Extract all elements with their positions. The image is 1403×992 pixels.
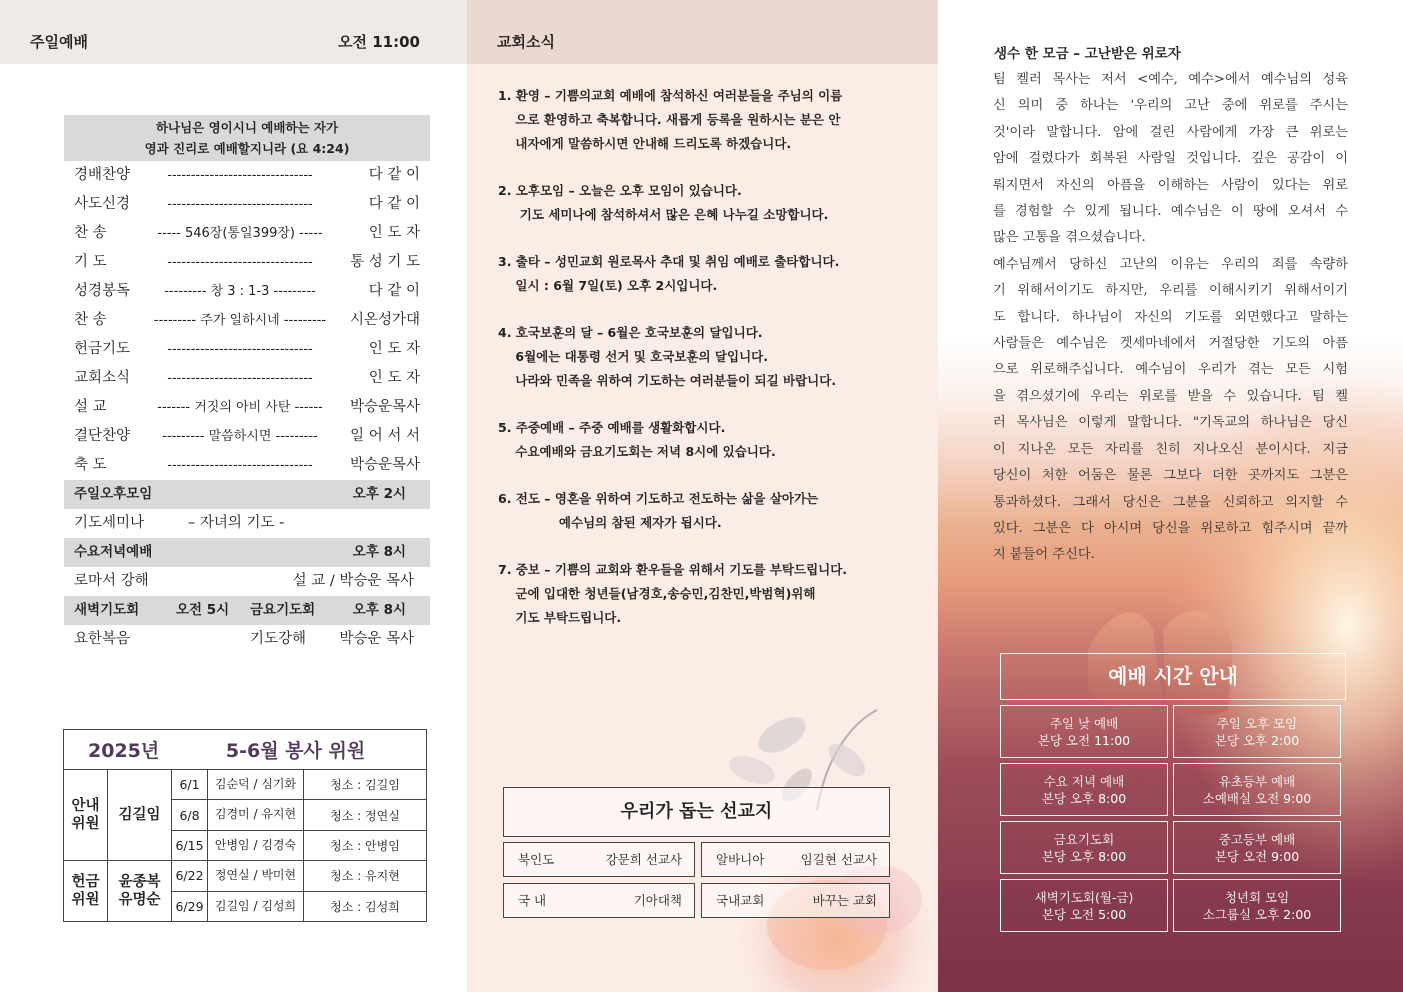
essay-line: 뤄지면서 자신의 아픔을 이해하는 사람이 있다는 위로 [993, 177, 1348, 193]
offering-names: 윤종복 유명순 [108, 861, 172, 922]
offering-label: 헌금 위원 [64, 861, 108, 922]
news-item: 7. 중보 – 기쁨의 교회와 환우들을 위해서 기도를 부탁드립니다. 군에 입대한 청년들(남경호,송승민,김찬민,박범혁)위해 기도 부탁드립니다. [498, 562, 848, 625]
essay-body [993, 67, 1348, 569]
news-item: 1. 환영 – 기쁨의교회 예배에 참석하신 여러분들을 주님의 이름 으로 환영하고 축복합니다. 새롭게 등록을 원하시는 분은 안 내자에게 말씀하시면 안내해 드리도록 하겠습니다. [498, 88, 843, 151]
order-item: 헌금기도 ------------------------------- 인 도 자 [74, 341, 420, 357]
news-item: 6. 전도 – 영혼을 위하여 기도하고 전도하는 삶을 살아가는 예수님의 참된 제자가 됩시다. [498, 491, 819, 530]
worship-schedule-title: 예배 시간 안내 [1000, 653, 1346, 700]
order-item: 찬 송 ----- 546장(통일399장) ----- 인 도 자 [74, 225, 420, 241]
mission-box: 알바니아 임길현 선교사 [701, 842, 890, 877]
order-item: 설 교 ------- 거짓의 아비 사탄 ------ 박승운목사 [74, 399, 420, 415]
guide-name: 김길임 [108, 770, 172, 861]
order-item: 축 도 ------------------------------- 박승운목사 [74, 457, 420, 473]
afternoon-detail: 기도세미나 – 자녀의 기도 - [74, 515, 285, 531]
essay-line: 통과하셨다. 그래서 당신은 그분을 신뢰하고 의지할 수 [993, 494, 1348, 510]
essay-line: 도 합니다. 하나님이 자신의 기도를 외면했다고 말하는 [993, 309, 1348, 325]
essay-line: 를 경험할 수 있게 됩니다. 예수님은 이 땅에 오셔서 수 [993, 204, 1348, 220]
essay-line: 예수님께서 당하신 고난의 이유는 우리의 죄를 속량하 [993, 256, 1348, 272]
mission-box: 국 내 기아대책 [503, 883, 695, 918]
flower-illustration [707, 690, 938, 992]
wednesday-detail: 로마서 강해 설 교 / 박승운 목사 [74, 573, 414, 589]
essay-line: 있다. 그분은 다 아시며 당신을 위로하고 힘주시며 끝까 [993, 520, 1348, 536]
worship-time-box: 수요 저녁 예배 본당 오후 8:00 [1000, 763, 1168, 816]
essay-line: 암에 걸렸다가 회복된 사람일 것입니다. 깊은 공감이 이 [993, 151, 1348, 167]
worship-time-box: 유초등부 예배 소예배실 오전 9:00 [1173, 763, 1341, 816]
news-item: 2. 오후모임 – 오늘은 오후 모임이 있습니다. 기도 세미나에 참석하셔서 많은 은혜 나누길 소망합니다. [498, 183, 829, 222]
essay-line: 신 의미 중 하나는 '우리의 고난 중에 위로를 주시는 [993, 98, 1348, 114]
worship-time-box: 중고등부 예배 본당 오전 9:00 [1173, 821, 1341, 874]
service-name: 주일예배 [30, 33, 88, 51]
scripture-verse: 하나님은 영이시니 예배하는 자가 영과 진리로 예배할지니라 (요 4:24) [64, 115, 430, 161]
dawn-detail: 요한복음 기도강해 박승운 목사 [74, 631, 414, 647]
essay-line: 팀 켈러 목사는 저서 <예수, 예수>에서 예수님의 성육 [993, 72, 1348, 87]
essay-line: 것'이라 말합니다. 암에 걸린 사람에게 가장 큰 위로는 [993, 124, 1348, 140]
essay-line: 을 겪으셨기에 우리는 위로를 받을 수 있습니다. 팀 켈 [993, 388, 1348, 404]
service-volunteers-table: 2025년 5-6월 봉사 위원 안내 위원 김길임 6/1 김순덕 / 심기화 청소 : 김길임 6/8 김경미 / 유지현 청소 : 정연실 6/15 안병임 / 김경숙 청소 : 안병임 헌금 위원 윤종복 유명순 6/22 정연실 / 박미현 청소 : 유지현 6/29 김길임 / 김성희 청소 : 김성희 [63, 729, 427, 922]
guide-label: 안내 위원 [64, 770, 108, 861]
order-item: 결단찬양 --------- 말씀하시면 --------- 일 어 서 서 [74, 428, 420, 444]
order-item: 사도신경 ------------------------------- 다 같 이 [74, 196, 420, 212]
order-item: 기 도 ------------------------------- 통 성 기 도 [74, 254, 420, 270]
essay-line: 사람들은 예수님은 겟세마네에서 거절당한 기도의 아픔 [993, 336, 1348, 352]
worship-order-panel [0, 0, 467, 992]
order-item: 찬 송 --------- 주가 일하시네 --------- 시온성가대 [74, 312, 420, 328]
order-item: 경배찬양 ------------------------------- 다 같 이 [74, 167, 420, 183]
order-of-worship [64, 115, 430, 654]
worship-time-box: 주일 낮 예배 본당 오전 11:00 [1000, 705, 1168, 758]
volunteers-title: 2025년 5-6월 봉사 위원 [64, 730, 427, 770]
essay-line: 으로 위로해주십니다. 예수님이 우리가 겪는 모든 시험 [993, 362, 1348, 378]
worship-time-box: 주일 오후 모임 본당 오후 2:00 [1173, 705, 1341, 758]
order-item: 성경봉독 --------- 창 3 : 1-3 --------- 다 같 이 [74, 283, 420, 299]
news-item: 5. 주중예배 – 주중 예배를 생활화합시다. 수요예배와 금요기도회는 저녁 8시에 있습니다. [498, 420, 776, 459]
news-list [498, 84, 908, 653]
mission-box: 국내교회 바꾸는 교회 [701, 883, 890, 918]
devotional-panel [938, 0, 1403, 992]
missions-title: 우리가 돕는 선교지 [503, 787, 890, 837]
essay-line: 러 목사님은 이렇게 말합니다. "기독교의 하나님은 당신 [993, 415, 1348, 431]
essay-line: 기 위해서이기도 하지만, 우리를 이해시키기 위해서이기 [993, 283, 1348, 299]
essay-line: 당신이 처한 어둠은 물론 그보다 더한 곳까지도 그분은 [993, 468, 1348, 484]
church-news-panel [467, 0, 938, 992]
essay-title: 생수 한 모금 – 고난받은 위로자 [994, 46, 1181, 62]
essay-line: 지 붙들어 주신다. [993, 547, 1095, 563]
news-item: 4. 호국보훈의 달 – 6월은 호국보훈의 달입니다. 6월에는 대통령 선거 및 호국보훈의 달입니다. 나라와 민족을 위하여 기도하는 여러분들이 되길 바랍니다. [498, 325, 837, 388]
news-item: 3. 출타 – 성민교회 원로목사 추대 및 취임 예배로 출타합니다. 일시 : 6월 7일(토) 오후 2시입니다. [498, 254, 840, 293]
worship-time-box: 새벽기도회(월-금) 본당 오전 5:00 [1000, 879, 1168, 932]
mission-box: 북인도 강문희 선교사 [503, 842, 695, 877]
worship-time-box: 청년회 모임 소그룹실 오후 2:00 [1173, 879, 1341, 932]
essay-line: 이 지나온 모든 자리를 친히 지나오신 분이시다. 지금 [993, 441, 1348, 457]
order-item: 교회소식 ------------------------------- 인 도 자 [74, 370, 420, 386]
service-time: 오전 11:00 [338, 33, 420, 51]
wednesday-section: 수요저녁예배 오후 8시 [64, 538, 430, 567]
worship-order-header [0, 0, 467, 64]
essay-line: 많은 고통을 겪으셨습니다. [993, 230, 1146, 246]
worship-time-box: 금요기도회 본당 오후 8:00 [1000, 821, 1168, 874]
afternoon-section: 주일오후모임 오후 2시 [64, 480, 430, 509]
church-news-header: 교회소식 [467, 0, 938, 64]
dawn-friday-section: 새벽기도회 오전 5시 금요기도회 오후 8시 [64, 596, 430, 625]
